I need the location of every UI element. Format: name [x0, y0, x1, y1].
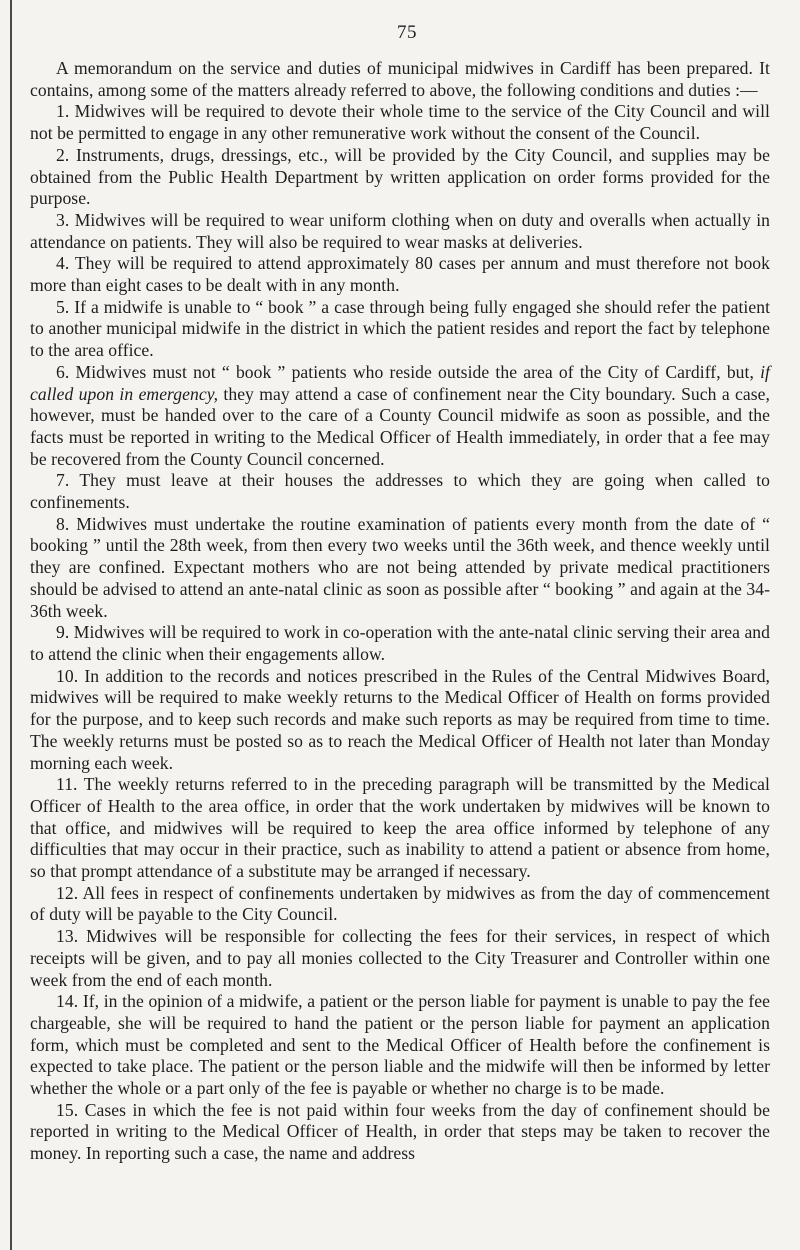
condition-item-2 [30, 145, 770, 210]
item-number: 8. [56, 513, 70, 534]
item-text: All fees in respect of confinements undertaken by midwives as from the day of commencement of duty will be payable to the City Council. [30, 882, 770, 925]
condition-item-12 [30, 883, 770, 926]
item-number: 11. [56, 774, 78, 795]
item-number: 2. [56, 144, 70, 165]
page-number: 75 [397, 22, 417, 43]
item-text: Cases in which the fee is not paid within four weeks from the day of confinement should be reported in writing to the Medical Officer of Health, in order that steps may be taken to recover the money. In reporting such a case, the name and address [30, 1099, 770, 1164]
condition-item-7 [30, 470, 770, 513]
condition-item-4 [30, 253, 770, 296]
condition-item-3 [30, 210, 770, 253]
item-number: 9. [56, 622, 70, 643]
item-text: They must leave at their houses the addresses to which they are going when called to confinements. [30, 470, 770, 513]
item-text: Midwives will be required to wear uniform clothing when on duty and overalls when actually in attendance on patients. They will also be required to wear masks at deliveries. [30, 209, 771, 252]
item-number: 10. [56, 665, 79, 686]
condition-item-5 [30, 297, 770, 362]
item-text: Midwives will be responsible for collecting the fees for their services, in respect of which receipts will be given, and to pay all monies collected to the City Treasurer and Controller within one week from the end of each month. [30, 926, 770, 990]
condition-item-8 [30, 514, 770, 623]
condition-item-15 [30, 1100, 770, 1165]
item-number: 1. [56, 101, 70, 122]
item-text-italic: if called upon in emergency, [30, 361, 770, 404]
item-text: If a midwife is unable to “ book ” a case through being fully engaged she should refer the patient to another municipal midwife in the district in which the patient resides and report the fact by telephone to the area office. [30, 296, 771, 361]
item-text: The weekly returns referred to in the preceding paragraph will be transmitted by the Medical Officer of Health to the area office, in order that the work undertaken by midwives will be known to that office, and midwives will be required to keep the area office informed by telephone of any difficulties that may occur in their practice, such as inability to attend a patient or absence from home, so that prompt attendance of a substitute may be arranged if necessary. [30, 774, 770, 882]
document-page [30, 22, 770, 1165]
condition-item-6 [30, 362, 770, 471]
condition-item-14 [30, 991, 770, 1100]
item-number: 15. [56, 1099, 79, 1120]
item-number: 5. [56, 296, 70, 317]
item-number: 12. [56, 882, 79, 903]
item-text: They will be required to attend approximately 80 cases per annum and must therefore not book more than eight cases to be dealt with in any month. [30, 253, 770, 296]
condition-item-9 [30, 622, 770, 665]
item-text: If, in the opinion of a midwife, a patient or the person liable for payment is unable to pay the fee chargeable, she will be required to hand the patient or the person liable for payment an application form, which must be completed and sent to the Medical Officer of Health before the confinement is expected to take place. The patient or the person liable and the midwife will then be informed by letter whether the whole or a part only of the fee is payable or whether no charge is to be made. [30, 991, 770, 1099]
item-number: 3. [56, 209, 70, 230]
binding-edge-line [10, 0, 12, 1250]
condition-item-1 [30, 101, 770, 144]
intro-paragraph: A memorandum on the service and duties of municipal midwives in Cardiff has been prepared. It contains, among some of the matters already referred to above, the following conditions and duties :— [30, 58, 770, 100]
item-text: Midwives will be required to work in co-operation with the ante-natal clinic serving their area and to attend the clinic when their engagements allow. [30, 622, 771, 664]
item-text-before: Midwives must not “ book ” patients who reside outside the area of the City of Cardiff, but, [75, 361, 761, 382]
item-number: 13. [56, 926, 79, 947]
item-text: Midwives will be required to devote their whole time to the service of the City Council and will not be permitted to engage in any other remunerative work without the consent of the Council. [30, 101, 770, 144]
item-number: 14. [56, 991, 79, 1012]
item-text: Instruments, drugs, dressings, etc., will be provided by the City Council, and supplies may be obtained from the Public Health Department by written application on order forms provided for the purpose. [30, 144, 771, 209]
condition-item-11 [30, 774, 770, 883]
condition-item-10 [30, 666, 770, 775]
item-number: 6. [56, 361, 70, 382]
item-text: Midwives must undertake the routine examination of patients every month from the date of “ booking ” until the 28th week, from then every two weeks until the 36th week, and thence weekly until they are confined. Expectant mothers who are not being attended by private medical practitioners should be advised to attend an ante-natal clinic as soon as possible after “ booking ” and again at the 34-36th week. [30, 513, 770, 621]
item-text-after: they may attend a case of confinement near the City boundary. Such a case, however, must be handed over to the care of a County Council midwife as soon as possible, and the facts must be reported in writing to the Medical Officer of Health immediately, in order that a fee may be recovered from the County Council concerned. [30, 383, 770, 469]
item-text: In addition to the records and notices prescribed in the Rules of the Central Midwives Board, midwives will be required to make weekly returns to the Medical Officer of Health on forms provided for the purpose, and to keep such records and make such reports as may be required from time to time. The weekly returns must be posted so as to reach the Medical Officer of Health not later than Monday morning each week. [30, 665, 770, 773]
item-number: 7. [56, 470, 70, 491]
condition-item-13 [30, 926, 770, 991]
item-number: 4. [56, 253, 70, 274]
